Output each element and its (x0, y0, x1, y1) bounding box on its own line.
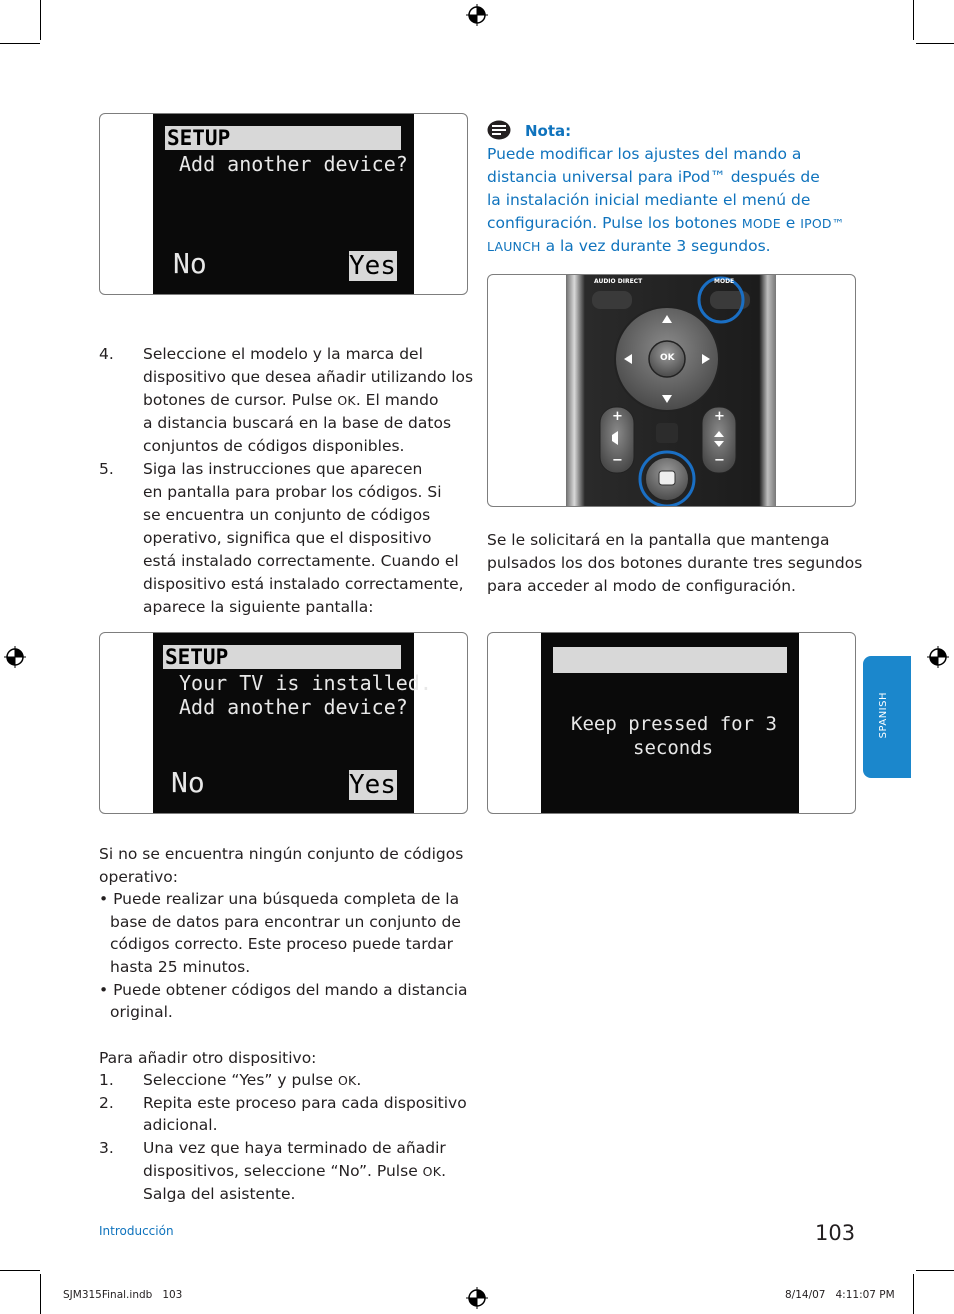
footer-file-info: SJM315Final.indb 103 (63, 1289, 183, 1301)
step-text: dispositivo está instalado correctamente, (143, 575, 464, 593)
lcd-display (153, 114, 414, 294)
tv-installed-screen-image (99, 632, 468, 814)
note-line (487, 235, 771, 258)
registration-mark-icon (4, 646, 26, 668)
step-text (143, 1069, 361, 1092)
launch-key-label: LAUNCH (487, 239, 541, 254)
lcd-yes-option: Yes (349, 770, 396, 800)
crop-mark (0, 43, 40, 44)
step-text: está instalado correctamente. Cuando el (143, 552, 459, 570)
add-device-heading: Para añadir otro dispositivo: (99, 1049, 317, 1067)
step-text: conjuntos de códigos disponibles. (143, 437, 405, 455)
volume-plus-label: + (612, 409, 623, 424)
step-text: Siga las instrucciones que aparecen (143, 460, 423, 478)
step-text: aparece la siguiente pantalla: (143, 598, 374, 616)
lcd-display (153, 633, 432, 813)
step-text: Repita este proceso para cada dispositivo (143, 1094, 467, 1112)
bullet-line: original. (110, 1003, 173, 1021)
note-title: Nota: (525, 122, 572, 140)
step-number: 1. (99, 1071, 114, 1089)
crop-mark (913, 1274, 914, 1314)
bullet-line: hasta 25 minutos. (110, 958, 251, 976)
crop-mark (916, 43, 954, 44)
step-text: Salga del asistente. (143, 1185, 296, 1203)
note-line: distancia universal para iPod™ después de (487, 168, 820, 186)
footer-section-name: Introducción (99, 1224, 174, 1238)
volume-minus-label: − (612, 453, 623, 468)
step-text: adicional. (143, 1116, 218, 1134)
note-icon (487, 120, 511, 140)
lcd-header (553, 647, 787, 673)
language-tab (863, 656, 911, 778)
remote-control-image (487, 274, 856, 507)
lcd-display (541, 633, 799, 813)
step-text-part: dispositivos, seleccione “No”. Pulse (143, 1162, 423, 1180)
registration-mark-icon (466, 1287, 488, 1309)
bullet-line: • Puede obtener códigos del mando a distancia (99, 981, 468, 999)
crop-mark (40, 0, 41, 40)
lcd-no-option: No (173, 247, 207, 280)
crop-mark (0, 1270, 40, 1271)
step-number: 5. (99, 460, 114, 478)
not-found-intro: Si no se encuentra ningún conjunto de códigos (99, 845, 464, 863)
page-number: 103 (815, 1221, 856, 1245)
lcd-text-line: Add another device? (179, 152, 408, 176)
lcd-text-line: seconds (633, 737, 714, 759)
steps-list (99, 343, 474, 616)
ok-key-label: OK (422, 1164, 442, 1179)
step-text: Seleccione el modelo y la marca del (143, 345, 423, 363)
note-text: a la vez durante 3 segundos. (540, 237, 771, 255)
step-text-part: Seleccione “Yes” y pulse (143, 1071, 338, 1089)
channel-minus-label: − (714, 453, 725, 468)
remote-illustration (488, 275, 855, 506)
crop-mark (913, 0, 914, 40)
step-text: se encuentra un conjunto de códigos (143, 506, 431, 524)
step-number: 2. (99, 1094, 114, 1112)
step-number: 4. (99, 345, 114, 363)
not-found-intro: operativo: (99, 868, 178, 886)
note-line: la instalación inicial mediante el menú de (487, 191, 811, 209)
mode-key-label: MODE (741, 216, 781, 231)
setup-screen-image (99, 113, 468, 295)
mode-button-label: MODE (714, 278, 735, 285)
ok-button-label: OK (660, 353, 675, 363)
lcd-text-line: Keep pressed for 3 (571, 713, 777, 735)
crop-mark (40, 1274, 41, 1314)
registration-mark-icon (927, 646, 949, 668)
instruction-line: pulsados los dos botones durante tres segundos (487, 554, 863, 572)
note-line (487, 212, 844, 235)
step-number: 3. (99, 1139, 114, 1157)
note-line: Puede modificar los ajustes del mando a (487, 145, 802, 163)
note-text: e (780, 214, 801, 232)
lcd-header: SETUP (165, 126, 401, 150)
audio-direct-label: AUDIO DIRECT (594, 278, 643, 285)
bullet-line: • Puede realizar una búsqueda completa de la (99, 890, 460, 908)
registration-mark-icon (466, 4, 488, 26)
channel-plus-label: + (714, 409, 725, 424)
add-device-steps (99, 1069, 479, 1209)
keep-pressed-screen-image (487, 632, 856, 814)
bullet-line: códigos correcto. Este proceso puede tardar (110, 935, 454, 953)
step-text-part: . (356, 1071, 362, 1089)
step-text (143, 1160, 446, 1183)
language-tab-label: SPANISH (878, 692, 889, 739)
ok-key-label: OK (337, 393, 356, 408)
instruction-line: Se le solicitará en la pantalla que mantenga (487, 531, 830, 549)
step-text (143, 389, 438, 412)
step-text-part: . (441, 1162, 447, 1180)
instruction-line: para acceder al modo de configuración. (487, 577, 796, 595)
step-text: Una vez que haya terminado de añadir (143, 1139, 446, 1157)
lcd-header: SETUP (163, 645, 401, 669)
ok-key-label: OK (337, 1073, 357, 1088)
lcd-no-option: No (171, 766, 205, 799)
step-text: a distancia buscará en la base de datos (143, 414, 452, 432)
lcd-yes-option: Yes (349, 251, 396, 281)
lcd-text-line: Your TV is installed. (179, 671, 432, 695)
ipod-key-label: IPOD™ (800, 216, 845, 231)
step-text: en pantalla para probar los códigos. Si (143, 483, 442, 501)
step-text: operativo, significa que el dispositivo (143, 529, 432, 547)
step-text-part: botones de cursor. Pulse (143, 391, 338, 409)
crop-mark (916, 1270, 954, 1271)
step-text-part: . El mando (355, 391, 439, 409)
step-text: dispositivo que desea añadir utilizando los (143, 368, 474, 386)
note-text: configuración. Pulse los botones (487, 214, 742, 232)
lcd-text-line: Add another device? (179, 695, 408, 719)
footer-timestamp: 8/14/07 4:11:07 PM (785, 1289, 895, 1301)
bullet-line: base de datos para encontrar un conjunto de (110, 913, 461, 931)
